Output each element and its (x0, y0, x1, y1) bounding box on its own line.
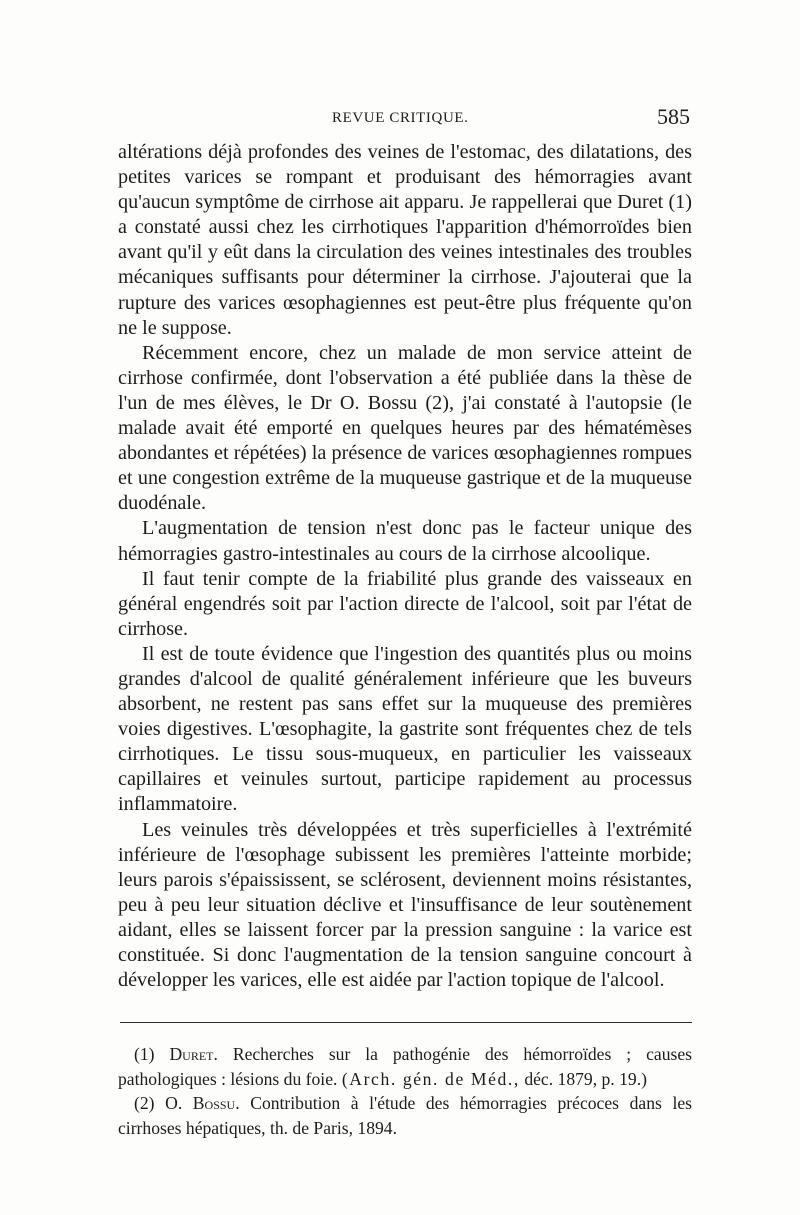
paragraph: altérations déjà profondes des veines de l'estomac, des dilatations, des petites varices se rompant et produisant des hémorragies avant qu'aucun symptôme de cirrhose ait apparu. Je rappellerai que Duret (1) a constaté aussi chez les cirrhotiques l'apparition d'hémorroïdes bien avant qu'il y eût dans la circulation des veines intestinales des troubles mécaniques suffisants pour déterminer la cirrhose. J'ajouterai que la rupture des varices œsophagiennes est peut-être plus fréquente qu'on ne le suppose. (118, 141, 692, 339)
footnote-author: Duret. (169, 1044, 218, 1064)
footnotes (118, 1042, 692, 1140)
running-head: REVUE CRITIQUE. (332, 110, 469, 126)
paragraph: Il est de toute évidence que l'ingestion des quantités plus ou moins grandes d'alcool de qualité généralement inférieure que les buveurs absorbent, ne restent pas sans effet sur la muqueuse des premières voies digestives. L'œsophagite, la gastrite sont fréquentes chez de tels cirrhotiques. Le tissu sous-muqueux, en particulier les vaisseaux capillaires et veinules surtout, participe rapidement au processus inflammatoire. (118, 642, 692, 816)
page-header (118, 104, 690, 138)
footnote-1 (118, 1042, 692, 1091)
footnote-marker: (1) (134, 1044, 155, 1064)
paragraph: Il faut tenir compte de la friabilité plus grande des vaisseaux en général engendrés soit par l'action directe de l'alcool, soit par l'état de cirrhose. (118, 567, 692, 640)
page-number: 585 (657, 104, 690, 129)
paragraph: Récemment encore, chez un malade de mon service atteint de cirrhose confirmée, dont l'observation a été publiée dans la thèse de l'un de mes élèves, le Dr O. Bossu (2), j'ai constaté à l'autopsie (le malade avait été emporté en quelques heures par des hématémèses abondantes et répétées) la présence de varices œsophagiennes rompues et une congestion extrême de la muqueuse gastrique et de la muqueuse duodénale. (118, 341, 692, 515)
paragraph: L'augmentation de tension n'est donc pas le facteur unique des hémorragies gastro-intestinales au cours de la cirrhose alcoolique. (118, 517, 692, 565)
footnote-text: Contribution à l'étude des hémorragies précoces dans les cirrhoses hépatiques, th. de Paris, 1894. (118, 1093, 692, 1138)
footnote-author: O. Bossu. (165, 1093, 240, 1114)
footnote-text: Recherches sur la pathogénie des hémorroïdes ; causes pathologiques : lésions du foie. (118, 1044, 692, 1089)
footnote-source: (Arch. gén. de Méd., (341, 1068, 520, 1089)
footnote-marker: (2) (134, 1093, 155, 1114)
main-text (118, 140, 692, 993)
footnote-2 (118, 1091, 692, 1140)
paragraph: Les veinules très développées et très superficielles à l'extrémité inférieure de l'œsophage subissent les premières l'atteinte morbide; leurs parois s'épaississent, se sclérosent, deviennent moins résistantes, peu à peu leur situation déclive et l'insuffisance de leur soutènement aidant, elles se laissent forcer par la pression sanguine : la varice est constituée. Si donc l'augmentation de la tension sanguine concourt à développer les varices, elle est aidée par l'action topique de l'alcool. (118, 818, 692, 992)
footnote-divider (120, 1022, 692, 1023)
footnote-date: déc. 1879, p. 19.) (524, 1068, 647, 1089)
